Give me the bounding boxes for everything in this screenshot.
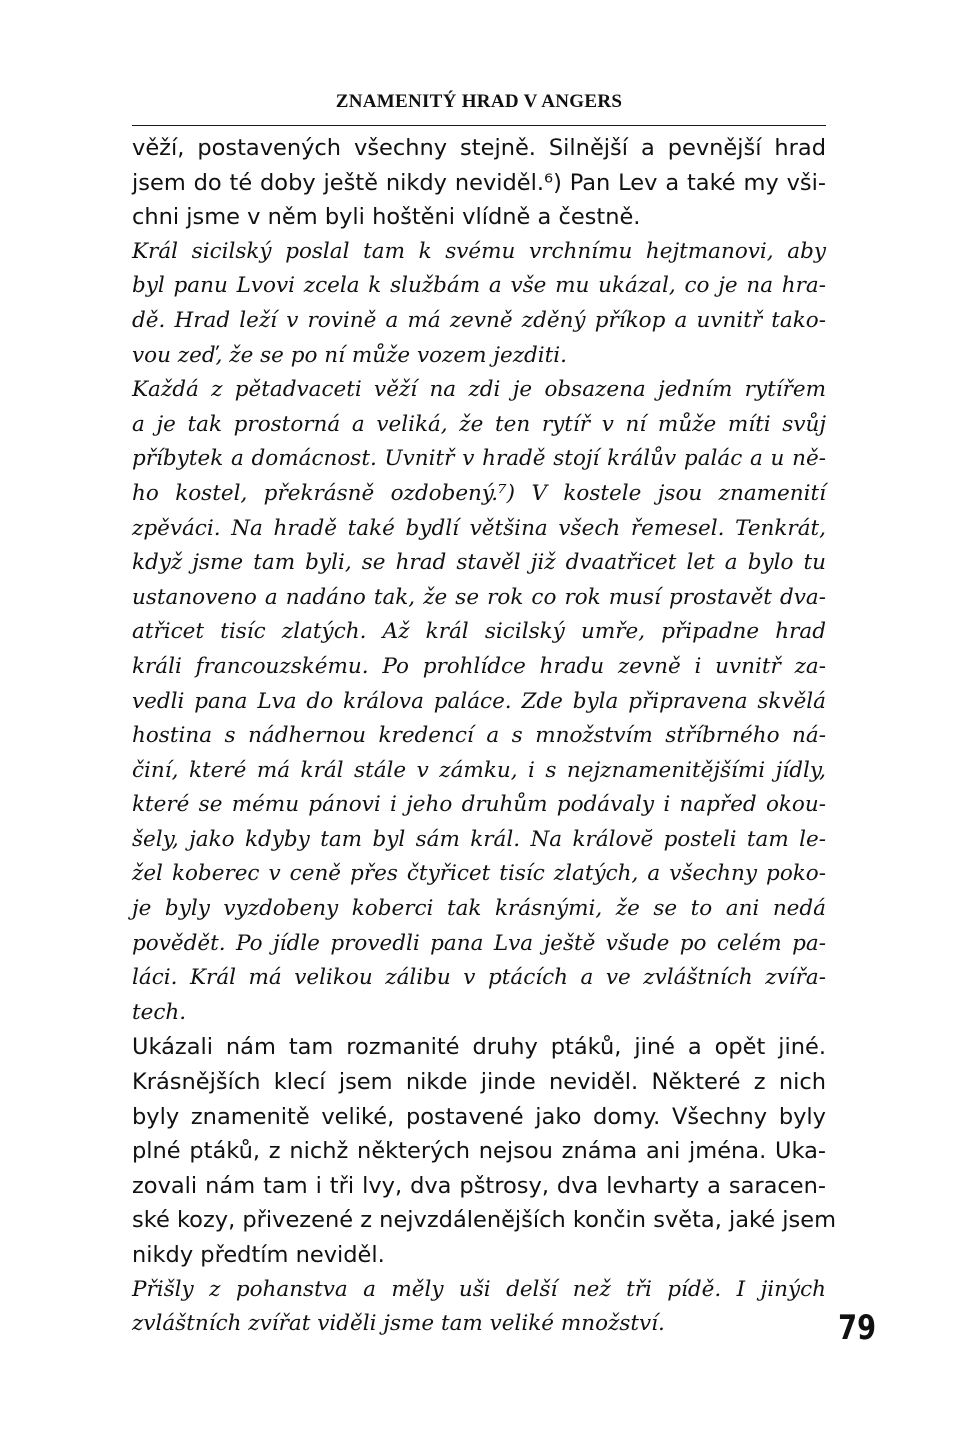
text-line: Krásnějších klecí jsem nikde jinde neviděl. Některé z nich [132, 1069, 826, 1096]
text-line: plné ptáků, z nichž některých nejsou známa ani jména. Uka- [132, 1138, 826, 1165]
text-line: Přišly z pohanstva a měly uši delší než tři pídě. I jiných [132, 1276, 826, 1302]
text-line: šely, jako kdyby tam byl sám král. Na královĕ posteli tam le- [132, 826, 826, 852]
text-line: povědět. Po jídle provedli pana Lva ještě všude po celém pa- [132, 930, 826, 956]
text-line: Každá z pětadvaceti věží na zdi je obsazena jedním rytířem [132, 377, 826, 403]
text-line: zpěváci. Na hradě také bydlí většina všech řemesel. Tenkrát, [132, 515, 826, 541]
text-line: jsem do té doby ještě nikdy neviděl.⁶) Pan Lev a také my vši- [132, 169, 826, 196]
text-line: Ukázali nám tam rozmanité druhy ptáků, jiné a opět jiné. [132, 1034, 826, 1061]
text-line: je byly vyzdobeny koberci tak krásnými, že se to ani nedá [132, 896, 826, 922]
text-line: králi francouzskému. Po prohlídce hradu zevně i uvnitř za- [132, 653, 826, 679]
body-text [132, 131, 837, 1342]
text-line: atřicet tisíc zlatých. Až král sicilský umře, připadne hrad [132, 619, 826, 645]
text-line: které se mému pánovi i jeho druhům podávaly i napřed okou- [132, 792, 826, 818]
header-rule [132, 125, 826, 126]
text-line: hostina s nádhernou kredencí a s množstvím stříbrného ná- [132, 723, 826, 749]
text-line: vedli pana Lva do králova paláce. Zde byla připravena skvělá [132, 688, 826, 714]
text-line: příbytek a domácnost. Uvnitř v hradě stojí králův palác a u ně- [132, 446, 826, 472]
text-line: Král sicilský poslal tam k svému vrchnímu hejtmanovi, aby [132, 238, 826, 264]
text-line: byl panu Lvovi zcela k službám a vše mu ukázal, co je na hra- [132, 273, 826, 299]
text-line: dě. Hrad leží v rovině a má zevně zděný příkop a uvnitř tako- [132, 307, 826, 333]
text-line: ské kozy, přivezené z nejvzdálenějších končin světa, jaké jsem [132, 1207, 837, 1234]
text-line: věží, postavených všechny stejně. Silnější a pevnější hrad [132, 135, 826, 161]
text-line: byly znamenitě veliké, postavené jako domy. Všechny byly [132, 1103, 826, 1130]
text-line: činí, které má král stále v zámku, i s nejznamenitějšími jídly, [132, 757, 826, 783]
text-line: tech. [132, 999, 187, 1025]
text-line: žel koberec v ceně přes čtyřicet tisíc zlatých, a všechny poko- [132, 861, 826, 887]
text-line: zvláštních zvířat viděli jsme tam veliké množství. [132, 1311, 665, 1337]
text-line: když jsme tam byli, se hrad stavěl již dvaatřicet let a bylo tu [132, 550, 826, 576]
text-line: vou zeď, že se po ní může vozem jezditi. [132, 342, 568, 368]
text-line: a je tak prostorná a veliká, že ten rytíř v ní může míti svůj [132, 411, 826, 437]
page-number: 79 [838, 1308, 876, 1348]
text-line: nikdy předtím neviděl. [132, 1242, 385, 1268]
text-line: láci. Král má velikou zálibu v ptácích a ve zvláštních zvířa- [132, 965, 826, 991]
text-line: ho kostel, překrásně ozdobený.⁷) V kostele jsou znamenití [132, 480, 826, 506]
running-head: ZNAMENITÝ HRAD V ANGERS [335, 91, 623, 112]
text-line: chni jsme v něm byli hoštěni vlídně a čestně. [132, 204, 641, 231]
text-line: zovali nám tam i tři lvy, dva pštrosy, dva levharty a saracen- [132, 1172, 826, 1199]
text-line: ustanoveno a nadáno tak, že se rok co rok musí prostavět dva- [132, 584, 826, 610]
